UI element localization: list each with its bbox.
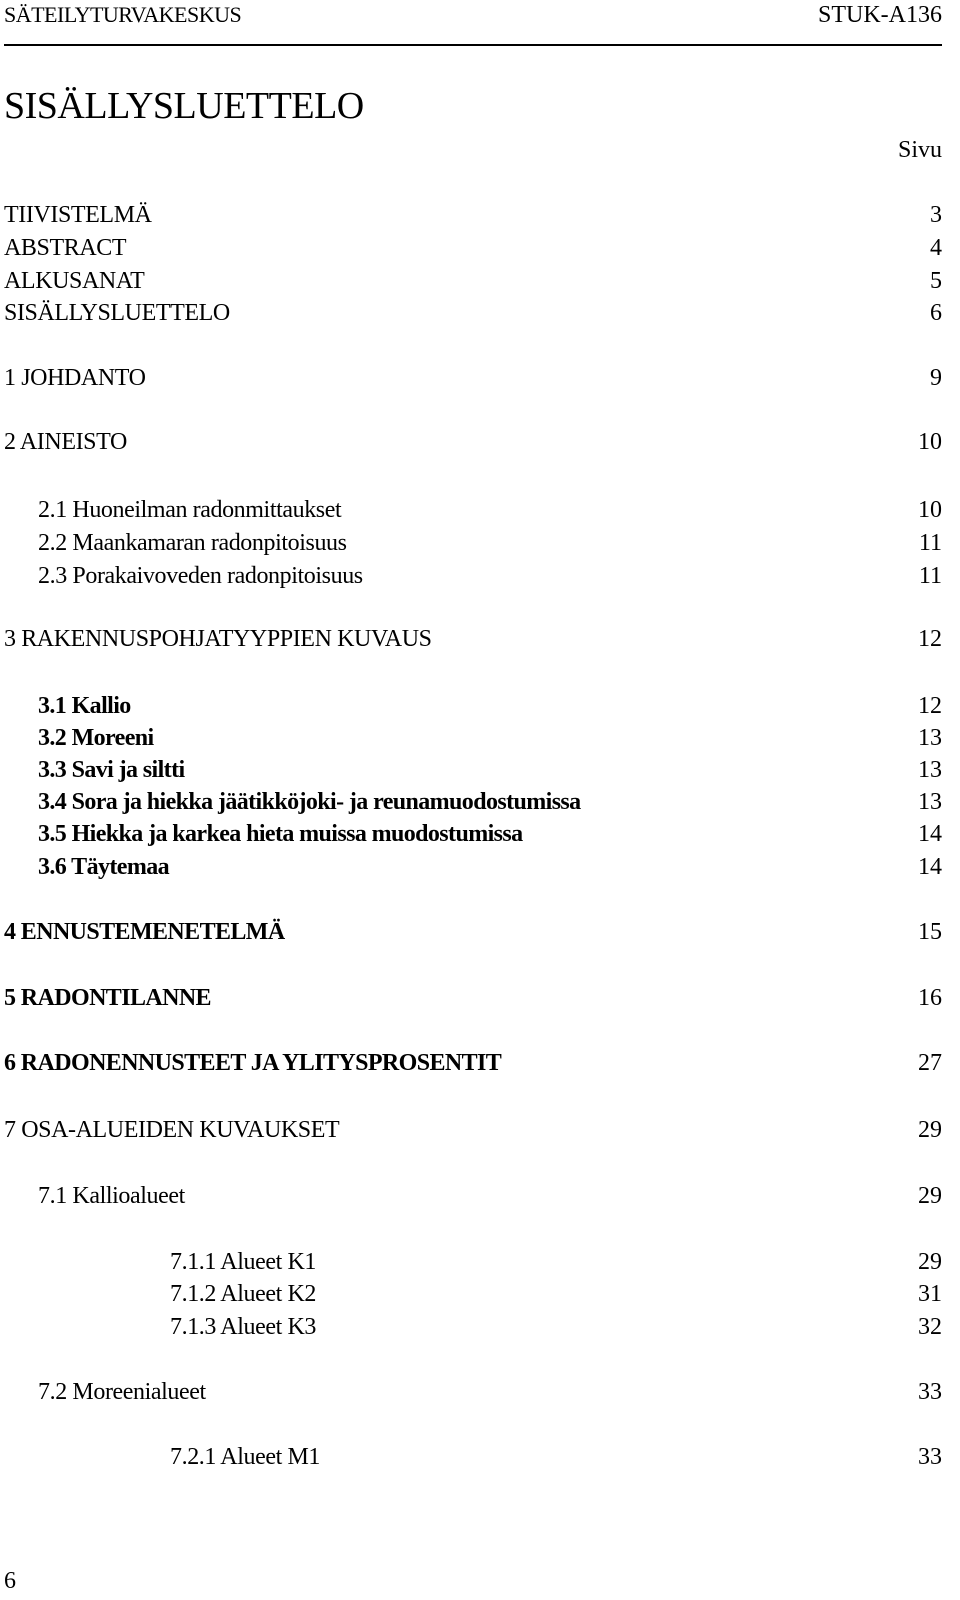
toc-entry-label: 7.1.3 Alueet K3: [170, 1314, 316, 1340]
toc-entry-page: 14: [918, 854, 942, 880]
toc-entry-page: 13: [918, 757, 942, 783]
toc-entry: [0, 1246, 942, 1278]
toc-entry-label: 3.6 Täytemaa: [38, 854, 170, 880]
toc-entry-page: 13: [918, 789, 942, 815]
page-column-label: Sivu: [897, 137, 942, 163]
toc-entry-page: 14: [918, 821, 942, 847]
toc-entry-label: 2 AINEISTO: [4, 429, 127, 455]
toc-entry: [0, 1441, 942, 1473]
toc-entry-page: 4: [930, 235, 942, 261]
toc-entry-page: 9: [930, 365, 942, 391]
toc-entry-page: 29: [918, 1249, 942, 1275]
toc-entry-page: 31: [918, 1281, 942, 1307]
toc-entry-page: 29: [918, 1117, 942, 1143]
toc-entry-page: 10: [918, 497, 942, 523]
toc-entry-label: 3.1 Kallio: [38, 693, 131, 719]
toc-entry-page: 11: [918, 530, 942, 556]
toc-entry: [0, 690, 942, 722]
toc-entry-page: 27: [918, 1050, 942, 1076]
toc-entry-label: 4 ENNUSTEMENETELMÄ: [4, 919, 285, 945]
toc-entry-page: 33: [918, 1379, 942, 1405]
toc-entry: [0, 426, 942, 458]
toc-entry-label: 3.5 Hiekka ja karkea hieta muissa muodostumissa: [38, 821, 523, 847]
toc-entry: [0, 916, 942, 948]
toc-entry: [0, 786, 942, 818]
toc-entry-label: 6 RADONENNUSTEET JA YLITYSPROSENTIT: [4, 1050, 502, 1076]
toc-entry-label: SISÄLLYSLUETTELO: [4, 300, 230, 326]
toc-entry-label: 3 RAKENNUSPOHJATYYPPIEN KUVAUS: [4, 626, 432, 652]
toc-entry: [0, 623, 942, 655]
toc-entry: [0, 265, 942, 297]
toc-entry-page: 5: [930, 268, 942, 294]
toc-entry-page: 15: [918, 919, 942, 945]
header-rule: [4, 44, 942, 46]
toc-entry-page: 12: [918, 693, 942, 719]
toc-entry-page: 16: [918, 985, 942, 1011]
toc-entry-label: ALKUSANAT: [4, 268, 145, 294]
toc-entry-label: ABSTRACT: [4, 235, 127, 261]
toc-entry-page: 10: [918, 429, 942, 455]
toc-entry-label: 3.4 Sora ja hiekka jäätikköjoki- ja reunamuodostumissa: [38, 789, 581, 815]
toc-entry-page: 6: [930, 300, 942, 326]
toc-entry: [0, 527, 942, 559]
toc-entry-page: 12: [918, 626, 942, 652]
toc-entry: [0, 982, 942, 1014]
toc-entry-label: 2.2 Maankamaran radonpitoisuus: [38, 530, 347, 556]
toc-entry: [0, 722, 942, 754]
toc-entry: [0, 1114, 942, 1146]
toc-entry: [0, 851, 942, 883]
toc-entry-label: 5 RADONTILANNE: [4, 985, 211, 1011]
toc-entry-page: 11: [918, 563, 942, 589]
toc-entry-label: 2.3 Porakaivoveden radonpitoisuus: [38, 563, 363, 589]
toc-entry-label: 7.1.2 Alueet K2: [170, 1281, 316, 1307]
toc-entry: [0, 1047, 942, 1079]
toc-entry: [0, 199, 942, 231]
toc-entry-page: 13: [918, 725, 942, 751]
toc-entry-label: 7 OSA-ALUEIDEN KUVAUKSET: [4, 1117, 340, 1143]
toc-entry: [0, 1311, 942, 1343]
toc-entry-page: 29: [918, 1183, 942, 1209]
toc-entry-label: 3.2 Moreeni: [38, 725, 154, 751]
toc-entry: [0, 362, 942, 394]
page-number: 6: [4, 1568, 16, 1594]
header-organization: SÄTEILYTURVAKESKUS: [4, 2, 242, 27]
toc-entry-page: 3: [930, 202, 942, 228]
toc-entry: [0, 754, 942, 786]
toc-entry: [0, 560, 942, 592]
toc-entry-label: TIIVISTELMÄ: [4, 202, 152, 228]
toc-entry: [0, 818, 942, 850]
toc-entry-label: 7.1 Kallioalueet: [38, 1183, 185, 1209]
toc-entry: [0, 232, 942, 264]
toc-entry-label: 1 JOHDANTO: [4, 365, 146, 391]
toc-entry-label: 7.2 Moreenialueet: [38, 1379, 206, 1405]
page-title: SISÄLLYSLUETTELO: [4, 85, 364, 127]
toc-entry: [0, 297, 942, 329]
toc-entry-label: 3.3 Savi ja siltti: [38, 757, 185, 783]
toc-entry-label: 7.1.1 Alueet K1: [170, 1249, 316, 1275]
toc-entry-page: 33: [918, 1444, 942, 1470]
toc-entry: [0, 1376, 942, 1408]
toc-entry-label: 7.2.1 Alueet M1: [170, 1444, 320, 1470]
toc-entry-label: 2.1 Huoneilman radonmittaukset: [38, 497, 342, 523]
header-report-id: STUK-A136: [818, 2, 942, 28]
toc-entry: [0, 494, 942, 526]
toc-entry: [0, 1180, 942, 1212]
toc-entry-page: 32: [918, 1314, 942, 1340]
toc-entry: [0, 1278, 942, 1310]
